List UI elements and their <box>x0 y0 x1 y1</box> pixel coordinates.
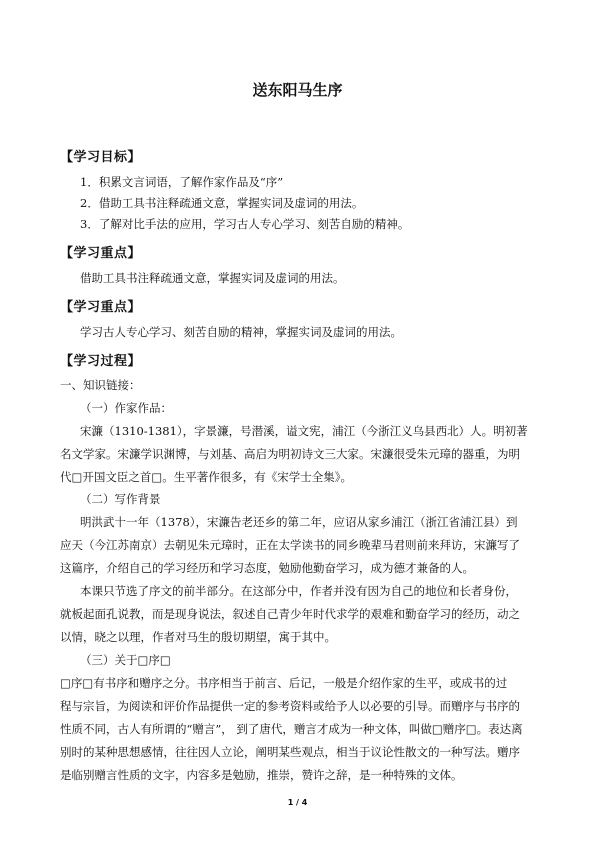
background-line-3: 这篇序，介绍自己的学习经历和学习态度，勉励他勤奋学习，成为德才兼备的人。 <box>60 561 474 575</box>
excerpt-line-1: 本课只节选了序文的前半部分。在这部分中，作者并没有因为自己的地位和长者身份， <box>80 584 517 598</box>
focus-text-2: 学习古人专心学习、刻苦自励的精神，掌握实词及虚词的用法。 <box>80 325 402 339</box>
subsection-preface: （三）关于□序□ <box>80 653 171 667</box>
preface-line-3: 性质不同，古人有所谓的“赠言”， 到了唐代，赠言才成为一种文体，叫做□赠序□。表达离 <box>60 722 523 736</box>
preface-line-1: □序□有书序和赠序之分。书序相当于前言、后记，一般是介绍作家的生平，或成书的过 <box>60 676 508 690</box>
author-line-2: 名文学家。宋濂学识渊博，与刘基、高启为明初诗文三大家。宋濂很受朱元璋的器重，为明 <box>60 447 520 461</box>
excerpt-line-2: 就板起面孔说教，而是现身说法，叙述自己青少年时代求学的艰难和勤奋学习的经历，动之 <box>60 607 520 621</box>
focus-text-1: 借助工具书注释疏通文意，掌握实词及虚词的用法。 <box>80 271 345 285</box>
background-line-2: 应天（今江苏南京）去朝见朱元璋时，正在太学读书的同乡晚辈马君则前来拜访，宋濂写了 <box>60 538 520 552</box>
knowledge-link-heading: 一、知识链接： <box>60 378 141 392</box>
focus-heading-1: 【学习重点】 <box>60 246 142 261</box>
subsection-background: （二）写作背景 <box>80 492 161 506</box>
author-line-3: 代□开国文臣之首□。生平著作很多，有《宋学士全集》。 <box>60 470 352 484</box>
goal-item-2: 2．借助工具书注释疏通文意，掌握实词及虚词的用法。 <box>80 196 364 210</box>
goals-heading: 【学习目标】 <box>60 150 142 165</box>
document-title: 送东阳马生序 <box>252 81 343 99</box>
goal-item-1: 1．积累文言词语，了解作家作品及“序” <box>80 175 284 189</box>
preface-line-4: 别时的某种思想感情，往往因人立论，阐明某些观点，相当于议论性散文的一种写法。赠序 <box>60 745 520 759</box>
excerpt-line-3: 以情，晓之以理，作者对马生的殷切期望，寓于其中。 <box>60 630 336 644</box>
author-line-1: 宋濂（1310-1381），字景濂，号潜溪，谥文宪，浦江（今浙江义乌县西北）人。明初著 <box>80 424 528 438</box>
preface-line-2: 程与宗旨，为阅读和评价作品提供一定的参考资料或给予人以必要的引导。而赠序与书序的 <box>60 699 520 713</box>
process-heading: 【学习过程】 <box>60 354 142 369</box>
preface-line-5: 是临别赠言性质的文字，内容多是勉励，推崇，赞许之辞，是一种特殊的文体。 <box>60 768 463 782</box>
background-line-1: 明洪武十一年（1378），宋濂告老还乡的第二年，应诏从家乡浦江（浙江省浦江县）到 <box>80 515 518 529</box>
goal-item-3: 3．了解对比手法的应用，学习古人专心学习、刻苦自励的精神。 <box>80 217 410 231</box>
page-number: 1 / 4 <box>287 798 308 807</box>
subsection-author: （一）作家作品： <box>80 401 172 415</box>
focus-heading-2: 【学习重点】 <box>60 300 142 315</box>
